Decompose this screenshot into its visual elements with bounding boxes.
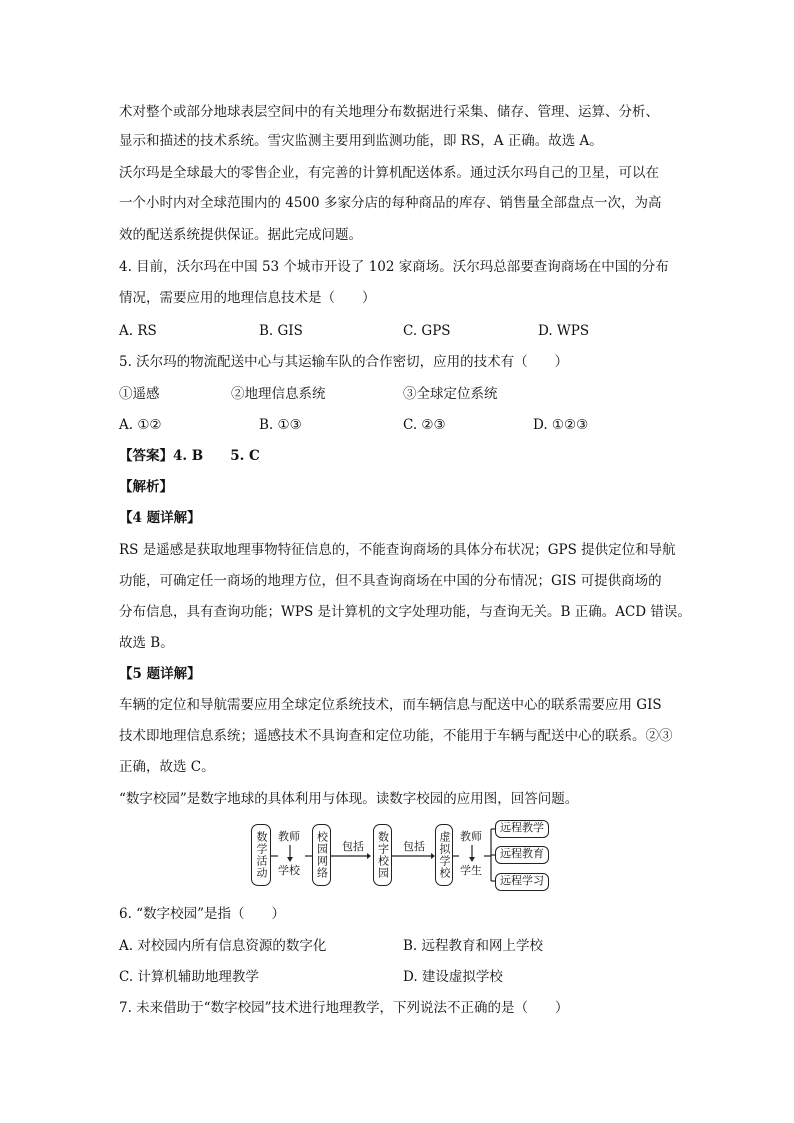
box-remote-learning: 远程学习 [495,873,549,891]
q5-item-2: ②地理信息系统 [231,386,326,402]
box-virtual-school: 虚拟学校 [435,824,453,886]
digital-campus-intro: “数字校园”是数字地球的具体利用与体现。读数字校园的应用图，回答问题。 [119,791,579,807]
q5-detail-title: 【5 题详解】 [119,666,201,682]
q6-stem: 6. “数字校园”是指（ ） [119,906,285,922]
box-remote-education: 远程教育 [495,846,549,864]
q5-item-1: ①遥感 [119,386,160,402]
digital-campus-diagram [250,820,550,892]
q4-stem-line-1: 4. 目前，沃尔玛在中国 53 个城市开设了 102 家商场。沃尔玛总部要查询商场在中国的分布 [119,259,669,275]
label-student: 学生 [460,864,482,877]
walmart-passage-line-2: 一个小时内对全球范围内的 4500 多家分店的每种商品的库存、销售量全部盘点一次，为高 [119,195,662,211]
q4-option-d: D. WPS [538,323,590,339]
gis-definition-line-1: 术对整个或部分地球表层空间中的有关地理分布数据进行采集、储存、管理、运算、分析、 [119,104,659,120]
q4-detail-line-2: 功能，可确定任一商场的地理方位，但不具查询商场在中国的分布情况；GIS 可提供商场的 [119,573,662,589]
box-math-activity: 数学活动 [251,824,271,886]
box-digital-campus: 数字校园 [373,824,392,886]
gis-definition-line-2: 显示和描述的技术系统。雪灾监测主要用到监测功能，即 RS，A 正确。故选 A。 [119,133,603,149]
q6-option-b: B. 远程教育和网上学校 [403,938,544,954]
q5-stem: 5. 沃尔玛的物流配送中心与其运输车队的合作密切，应用的技术有（ ） [119,354,569,370]
q6-option-a: A. 对校园内所有信息资源的数字化 [119,938,327,954]
q5-item-3: ③全球定位系统 [403,386,498,402]
q7-stem: 7. 未来借助于“数字校园”技术进行地理教学，下列说法不正确的是（ ） [119,1000,569,1016]
q5-option-b: B. ①③ [259,417,302,433]
answer-line: 【答案】4. B 5. C [119,448,260,464]
q4-detail-title: 【4 题详解】 [119,510,201,526]
label-include-left: 包括 [342,840,364,853]
q5-option-c: C. ②③ [403,417,446,433]
label-teacher-left: 教师 [278,830,300,843]
q6-option-c: C. 计算机辅助地理教学 [119,969,259,985]
label-teacher-right: 教师 [460,830,482,843]
box-campus-network: 校园网络 [312,824,331,886]
analysis-label: 【解析】 [119,479,173,495]
box-remote-teaching: 远程教学 [495,820,549,838]
q4-detail-line-4: 故选 B。 [119,635,174,651]
label-include-right: 包括 [403,840,425,853]
label-school: 学校 [278,864,300,877]
q5-detail-line-3: 正确，故选 C。 [119,759,215,775]
q4-stem-line-2: 情况，需要应用的地理信息技术是（ ） [119,290,376,306]
q4-option-b: B. GIS [259,323,303,339]
q5-option-a: A. ①② [119,417,162,433]
q5-detail-line-1: 车辆的定位和导航需要应用全球定位系统技术，而车辆信息与配送中心的联系需要应用 GIS [119,697,662,713]
q5-option-d: D. ①②③ [533,417,589,433]
q6-option-d: D. 建设虚拟学校 [403,969,503,985]
walmart-passage-line-3: 效的配送系统提供保证。据此完成问题。 [119,227,362,243]
q4-option-a: A. RS [119,323,157,339]
q4-detail-line-1: RS 是遥感是获取地理事物特征信息的，不能查询商场的具体分布状况；GPS 提供定位和导航 [119,542,676,558]
q4-option-c: C. GPS [403,323,451,339]
q4-detail-line-3: 分布信息，具有查询功能；WPS 是计算机的文字处理功能，与查询无关。B 正确。ACD 错误。 [119,604,691,620]
walmart-passage-line-1: 沃尔玛是全球最大的零售企业，有完善的计算机配送体系。通过沃尔玛自己的卫星，可以在 [119,165,659,181]
q5-detail-line-2: 技术即地理信息系统；遥感技术不具询查和定位功能，不能用于车辆与配送中心的联系。②③ [119,728,673,744]
